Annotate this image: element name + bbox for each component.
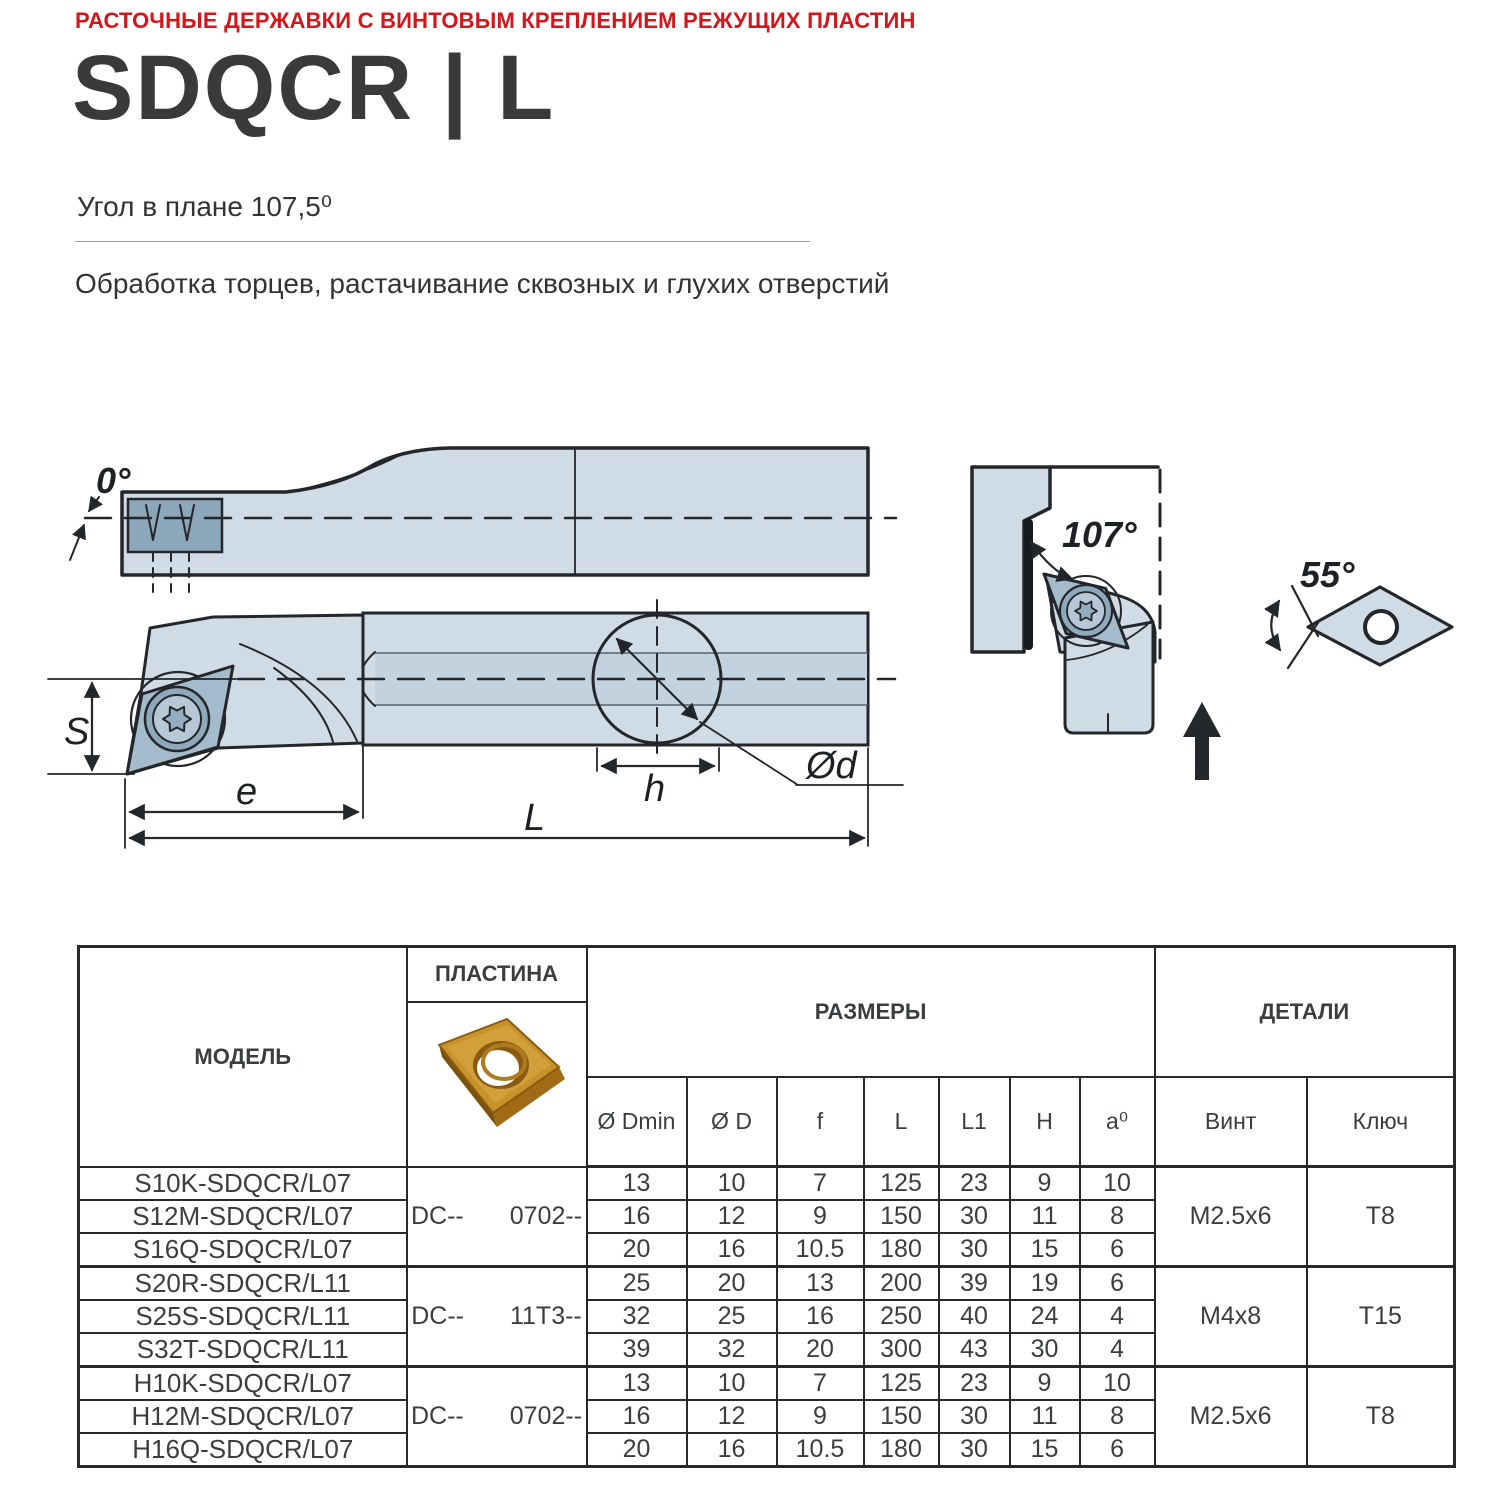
model-cell: H10K-SDQCR/L07 xyxy=(79,1366,407,1400)
table-row: S16Q-SDQCR/L07 20 16 10.5 180 30 15 6 xyxy=(79,1233,1455,1267)
col-header-l: L xyxy=(864,1077,939,1167)
table-row xyxy=(79,1167,1455,1200)
angle-107-label: 107° xyxy=(1062,514,1137,555)
col-group-details: ДЕТАЛИ xyxy=(1155,947,1455,1077)
machined-face xyxy=(1024,519,1033,650)
f-cell: 7 xyxy=(777,1167,864,1200)
col-header-plate: ПЛАСТИНА xyxy=(407,947,587,1002)
screw-cell: M2.5x6 xyxy=(1155,1366,1307,1466)
table-row: S20R-SDQCR/L11 DC-- 11T3-- 25 20 13 200 39 19 6 M4x8 T15 xyxy=(79,1266,1455,1300)
dim-e-label: e xyxy=(236,771,258,813)
insert-55-drawing xyxy=(1271,554,1452,668)
table-row: H16Q-SDQCR/L07 20 16 10.5 180 30 15 6 xyxy=(79,1433,1455,1467)
model-cell: H12M-SDQCR/L07 xyxy=(79,1400,407,1433)
dim-l-label: L xyxy=(524,797,546,839)
dcmt-insert-photo xyxy=(409,1003,585,1161)
table-row: S32T-SDQCR/L11 39 32 20 300 43 30 4 xyxy=(79,1333,1455,1367)
table-row: H12M-SDQCR/L07 16 12 9 150 30 11 8 xyxy=(79,1400,1455,1433)
plan-angle-subtitle: Угол в плане 107,5⁰ xyxy=(77,191,333,222)
table-row: S25S-SDQCR/L11 32 25 16 250 40 24 4 xyxy=(79,1300,1455,1333)
dim-h-label: h xyxy=(644,768,666,810)
spec-table xyxy=(77,945,1456,1468)
col-header-d: Ø D xyxy=(687,1077,777,1167)
dim-od-label: Ød xyxy=(806,745,857,787)
l-cell: 125 xyxy=(864,1167,939,1200)
key-cell: T15 xyxy=(1307,1266,1455,1366)
model-cell: S25S-SDQCR/L11 xyxy=(79,1300,407,1333)
technical-drawing xyxy=(0,425,1500,895)
model-cell: S16Q-SDQCR/L07 xyxy=(79,1233,407,1267)
plate-code-prefix: DC-- xyxy=(411,1301,464,1330)
col-header-key: Ключ xyxy=(1307,1077,1455,1167)
insert-pocket-top xyxy=(128,499,222,552)
dim-s-label: S xyxy=(64,711,90,753)
col-header-l1: L1 xyxy=(939,1077,1010,1167)
screw-cell: M4x8 xyxy=(1155,1266,1307,1366)
plate-cell xyxy=(407,1266,587,1366)
col-group-dimensions: РАЗМЕРЫ xyxy=(587,947,1155,1077)
col-header-dmin: Ø Dmin xyxy=(587,1077,687,1167)
a-cell: 10 xyxy=(1080,1167,1155,1200)
col-header-screw: Винт xyxy=(1155,1077,1307,1167)
plate-code-size: 0702-- xyxy=(509,1401,583,1430)
model-cell: H16Q-SDQCR/L07 xyxy=(79,1433,407,1467)
up-arrow-icon xyxy=(1183,702,1221,780)
main-view-drawing xyxy=(48,600,903,848)
col-header-a: a⁰ xyxy=(1080,1077,1155,1167)
insert-hole xyxy=(1365,611,1397,643)
plate-cell xyxy=(407,1366,587,1466)
plate-code-prefix: DC-- xyxy=(410,1401,464,1430)
application-description: Обработка торцев, растачивание сквозных и глухих отверстий xyxy=(75,268,890,299)
model-cell: S32T-SDQCR/L11 xyxy=(79,1333,407,1367)
workpiece xyxy=(972,467,1050,652)
table-row: H10K-SDQCR/L07 DC-- 0702-- 13 10 7 125 23 9 10 M2.5x6 T8 xyxy=(79,1366,1455,1400)
holder-top-outline xyxy=(122,448,868,575)
angle-0-label: 0° xyxy=(96,460,131,501)
col-header-f: f xyxy=(777,1077,864,1167)
angle-107-drawing xyxy=(972,467,1160,733)
l1-cell: 23 xyxy=(939,1167,1010,1200)
screw-cell: M2.5x6 xyxy=(1155,1167,1307,1267)
key-cell: T8 xyxy=(1307,1366,1455,1466)
plate-cell xyxy=(407,1167,587,1267)
model-cell: S10K-SDQCR/L07 xyxy=(79,1167,407,1200)
d-cell: 10 xyxy=(687,1167,777,1200)
model-cell: S20R-SDQCR/L11 xyxy=(79,1266,407,1300)
plate-code-size: 0702-- xyxy=(509,1201,583,1230)
divider xyxy=(75,241,810,242)
insert-photo-cell xyxy=(407,1002,587,1167)
page-kicker: РАСТОЧНЫЕ ДЕРЖАВКИ С ВИНТОВЫМ КРЕПЛЕНИЕМ РЕЖУЩИХ ПЛАСТИН xyxy=(75,8,916,33)
page-title: SDQCR | L xyxy=(72,37,556,139)
plate-code-size: 11T3-- xyxy=(509,1301,582,1330)
col-header-h: H xyxy=(1010,1077,1080,1167)
table-row: S12M-SDQCR/L07 16 12 9 150 30 11 8 xyxy=(79,1200,1455,1233)
plate-code-prefix: DC-- xyxy=(410,1201,464,1230)
col-header-model: МОДЕЛЬ xyxy=(79,947,407,1167)
top-view-drawing xyxy=(70,448,896,592)
dmin-cell: 13 xyxy=(587,1167,687,1200)
angle-55-label: 55° xyxy=(1300,554,1355,595)
model-cell: S12M-SDQCR/L07 xyxy=(79,1200,407,1233)
h-cell: 9 xyxy=(1010,1167,1080,1200)
key-cell: T8 xyxy=(1307,1167,1455,1267)
